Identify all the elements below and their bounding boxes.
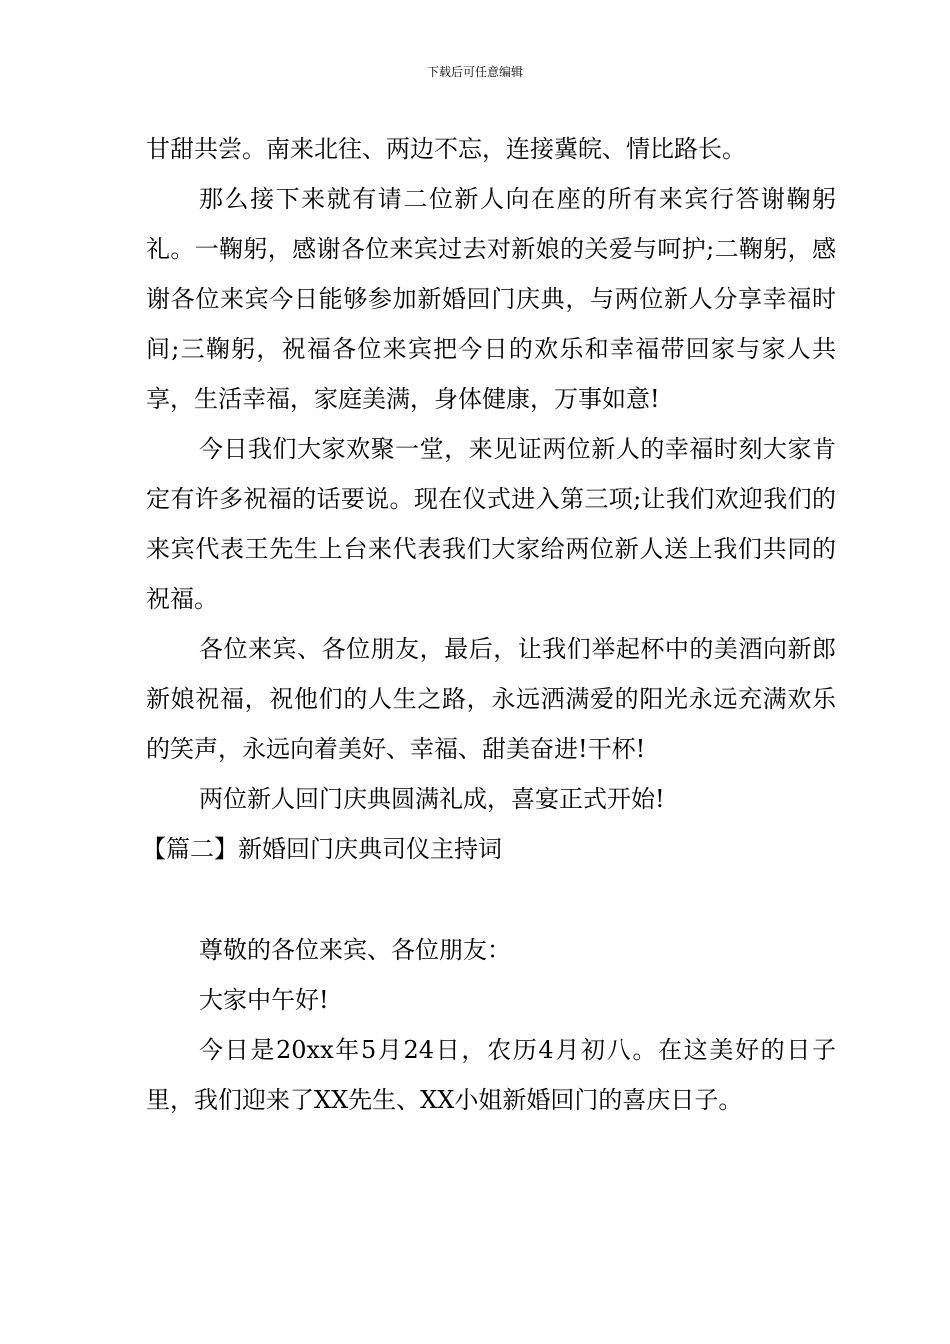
paragraph-1: 甘甜共尝。南来北往、两边不忘，连接冀皖、情比路长。 <box>146 135 746 163</box>
paragraph-4: 各位来宾、各位朋友，最后，让我们举起杯中的美酒向新郎新娘祝福，祝他们的人生之路，永远洒满爱的阳光永远充满欢乐的笑声，永远向着美好、幸福、甜美奋进!干杯! <box>146 635 836 763</box>
document-body <box>142 124 836 1125</box>
paragraph-5: 两位新人回门庆典圆满礼成，喜宴正式开始! <box>199 785 665 813</box>
paragraph-3: 今日我们大家欢聚一堂，来见证两位新人的幸福时刻大家肯定有许多祝福的话要说。现在仪式进入第三项;让我们欢迎我们的来宾代表王先生上台来代表我们大家给两位新人送上我们共同的祝福。 <box>146 435 836 613</box>
hello-line: 大家中午好! <box>199 986 329 1014</box>
section-2-title: 【篇二】新婚回门庆典司仪主持词 <box>142 835 502 863</box>
greeting-line: 尊敬的各位来宾、各位朋友： <box>199 936 511 964</box>
paragraph-6: 今日是20xx年5月24日，农历4月初八。在这美好的日子里，我们迎来了XX先生、XX小姐新婚回门的喜庆日子。 <box>146 1036 836 1114</box>
page-header: 下载后可任意编辑 <box>426 65 523 79</box>
paragraph-2: 那么接下来就有请二位新人向在座的所有来宾行答谢鞠躬礼。一鞠躬，感谢各位来宾过去对新娘的关爱与呵护;二鞠躬，感谢各位来宾今日能够参加新婚回门庆典，与两位新人分享幸福时间;三鞠躬，祝福各位来宾把今日的欢乐和幸福带回家与家人共享，生活幸福，家庭美满，身体健康，万事如意! <box>146 185 836 413</box>
blank-line <box>146 874 836 925</box>
